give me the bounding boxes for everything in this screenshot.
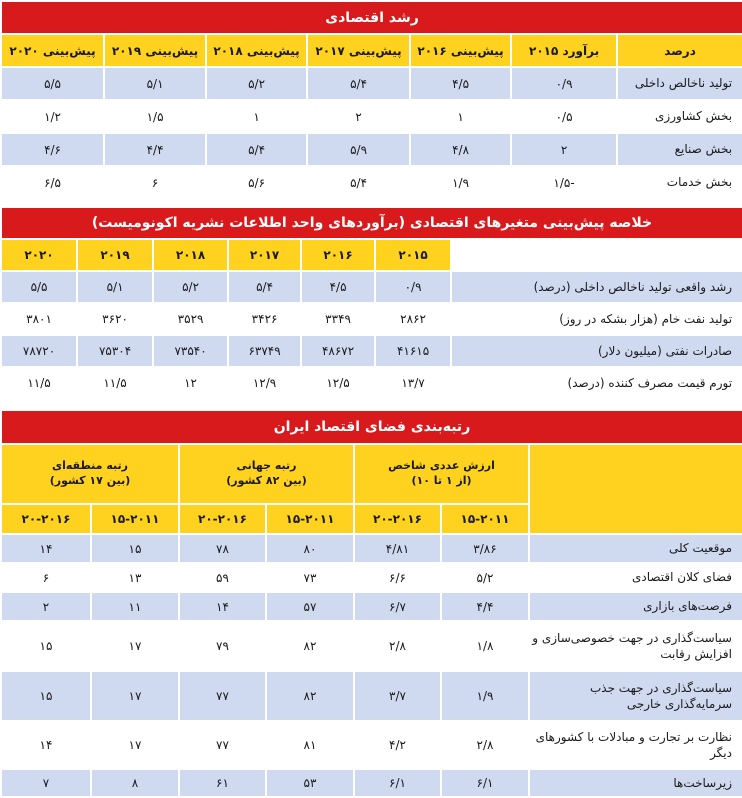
cell: ۷۸۷۲۰ xyxy=(1,335,77,367)
table-row xyxy=(1,303,742,335)
cell: ۲ xyxy=(511,133,617,166)
cell: ۰/۹ xyxy=(511,67,617,100)
cell: ۶/۱ xyxy=(441,769,529,797)
cell: ۱۷ xyxy=(91,621,179,671)
column-header: ۲۰۲۰ xyxy=(1,239,77,271)
row-label: تولید ناخالص داخلی xyxy=(617,67,742,100)
table-row xyxy=(1,335,742,367)
group-header-global-rank xyxy=(179,444,354,504)
cell: -۱/۵ xyxy=(511,166,617,199)
cell: ۶ xyxy=(104,166,206,199)
cell: ۷ xyxy=(1,769,91,797)
cell: ۱۴ xyxy=(1,534,91,563)
column-header: پیش‌بینی ۲۰۱۷ xyxy=(307,34,410,67)
cell: ۱۳ xyxy=(91,563,179,592)
cell: ۳/۸۶ xyxy=(441,534,529,563)
table-title: رشد اقتصادی xyxy=(1,1,742,34)
table-row xyxy=(1,671,742,721)
cell: ۵/۹ xyxy=(307,133,410,166)
cell: ۱۱/۵ xyxy=(77,367,153,399)
cell: ۱۷ xyxy=(91,721,179,769)
cell: ۱۳/۷ xyxy=(375,367,451,399)
cell: ۴/۵ xyxy=(301,271,375,303)
economic-growth-table xyxy=(0,0,742,200)
cell: ۵/۴ xyxy=(206,133,307,166)
period-header: ۱۵-۲۰۱۱ xyxy=(266,504,354,534)
group-header-line: (بین ۸۲ کشور) xyxy=(226,474,307,487)
period-header: ۲۰-۲۰۱۶ xyxy=(1,504,91,534)
group-header-line: ارزش عددی شاخص xyxy=(388,459,495,473)
cell: ۵/۴ xyxy=(307,166,410,199)
cell: ۵/۱ xyxy=(77,271,153,303)
table-row xyxy=(1,67,742,100)
row-label: تورم قیمت مصرف کننده (درصد) xyxy=(451,367,742,399)
cell: ۰/۹ xyxy=(375,271,451,303)
cell: ۴/۶ xyxy=(1,133,104,166)
cell: ۶/۶ xyxy=(354,563,441,592)
cell: ۱۱ xyxy=(91,592,179,621)
period-header: ۱۵-۲۰۱۱ xyxy=(91,504,179,534)
row-label: موقعیت کلی xyxy=(529,534,742,563)
cell: ۱۲/۹ xyxy=(228,367,301,399)
table-row xyxy=(1,367,742,399)
cell: ۷۳۵۴۰ xyxy=(153,335,228,367)
row-label: صادرات نفتی (میلیون دلار) xyxy=(451,335,742,367)
cell: ۲/۸ xyxy=(354,621,441,671)
cell: ۱/۹ xyxy=(410,166,511,199)
spacer xyxy=(0,400,742,409)
cell: ۵/۶ xyxy=(206,166,307,199)
cell: ۸۰ xyxy=(266,534,354,563)
economic-forecast-table xyxy=(0,206,742,400)
cell: ۷۷ xyxy=(179,721,266,769)
cell: ۷۷ xyxy=(179,671,266,721)
cell: ۴۱۶۱۵ xyxy=(375,335,451,367)
cell: ۷۵۳۰۴ xyxy=(77,335,153,367)
column-header: ۲۰۱۹ xyxy=(77,239,153,271)
table-row xyxy=(1,534,742,563)
cell: ۲/۸ xyxy=(441,721,529,769)
cell: ۱۲/۵ xyxy=(301,367,375,399)
cell: ۶۱ xyxy=(179,769,266,797)
cell: ۵۷ xyxy=(266,592,354,621)
row-label: زیرساخت‌ها xyxy=(529,769,742,797)
cell: ۷۹ xyxy=(179,621,266,671)
cell: ۵/۵ xyxy=(1,271,77,303)
cell: ۲ xyxy=(1,592,91,621)
cell: ۷۸ xyxy=(179,534,266,563)
row-label: تولید نفت خام (هزار بشکه در روز) xyxy=(451,303,742,335)
iran-economy-ranking-table xyxy=(0,409,742,798)
cell: ۳۳۴۹ xyxy=(301,303,375,335)
group-header-line: (بین ۱۷ کشور) xyxy=(49,474,131,487)
cell: ۱۱/۵ xyxy=(1,367,77,399)
column-header: پیش‌بینی ۲۰۲۰ xyxy=(1,34,104,67)
cell: ۶/۱ xyxy=(354,769,441,797)
row-label: نظارت بر تجارت و مبادلات با کشورهای دیگر xyxy=(529,721,742,769)
column-header: ۲۰۱۵ xyxy=(375,239,451,271)
cell: ۸۲ xyxy=(266,671,354,721)
group-header-line: (از ۱ تا ۱۰) xyxy=(411,474,472,487)
column-header: ۲۰۱۶ xyxy=(301,239,375,271)
cell: ۵/۲ xyxy=(441,563,529,592)
cell: ۵/۴ xyxy=(307,67,410,100)
cell: ۳۴۲۶ xyxy=(228,303,301,335)
cell: ۱۵ xyxy=(1,671,91,721)
column-header: برآورد ۲۰۱۵ xyxy=(511,34,617,67)
cell: ۱/۸ xyxy=(441,621,529,671)
row-label: بخش خدمات xyxy=(617,166,742,199)
cell: ۱۲ xyxy=(153,367,228,399)
cell: ۵/۲ xyxy=(206,67,307,100)
row-label: فرصت‌های بازاری xyxy=(529,592,742,621)
row-label: بخش کشاورزی xyxy=(617,100,742,133)
cell: ۶ xyxy=(1,563,91,592)
cell: ۴/۲ xyxy=(354,721,441,769)
cell: ۷۳ xyxy=(266,563,354,592)
cell: ۱ xyxy=(410,100,511,133)
cell: ۱۴ xyxy=(179,592,266,621)
cell: ۱۵ xyxy=(91,534,179,563)
column-header: پیش‌بینی ۲۰۱۹ xyxy=(104,34,206,67)
row-label: بخش صنایع xyxy=(617,133,742,166)
table-row xyxy=(1,133,742,166)
cell: ۴/۴ xyxy=(441,592,529,621)
cell: ۸ xyxy=(91,769,179,797)
column-header: ۲۰۱۷ xyxy=(228,239,301,271)
table-row xyxy=(1,271,742,303)
cell: ۵/۴ xyxy=(228,271,301,303)
row-label: رشد واقعی تولید ناخالص داخلی (درصد) xyxy=(451,271,742,303)
period-header: ۲۰-۲۰۱۶ xyxy=(179,504,266,534)
period-header: ۲۰-۲۰۱۶ xyxy=(354,504,441,534)
cell: ۳/۷ xyxy=(354,671,441,721)
period-header: ۱۵-۲۰۱۱ xyxy=(441,504,529,534)
cell: ۱/۹ xyxy=(441,671,529,721)
table-title: رتبه‌بندی فضای اقتصاد ایران xyxy=(1,410,742,444)
corner-cell xyxy=(529,444,742,534)
row-label: فضای کلان اقتصادی xyxy=(529,563,742,592)
table-row xyxy=(1,100,742,133)
cell: ۸۱ xyxy=(266,721,354,769)
cell: ۰/۵ xyxy=(511,100,617,133)
column-header: پیش‌بینی ۲۰۱۶ xyxy=(410,34,511,67)
cell: ۱/۲ xyxy=(1,100,104,133)
group-header-line: رتبه منطقه‌ای xyxy=(52,459,128,473)
cell: ۱۷ xyxy=(91,671,179,721)
cell: ۲ xyxy=(307,100,410,133)
cell: ۴۸۶۷۲ xyxy=(301,335,375,367)
column-header: پیش‌بینی ۲۰۱۸ xyxy=(206,34,307,67)
column-header: ۲۰۱۸ xyxy=(153,239,228,271)
cell: ۴/۴ xyxy=(104,133,206,166)
cell: ۴/۵ xyxy=(410,67,511,100)
table-row xyxy=(1,721,742,769)
cell: ۳۵۲۹ xyxy=(153,303,228,335)
table-row xyxy=(1,592,742,621)
group-header-index-value xyxy=(354,444,529,504)
cell: ۸۲ xyxy=(266,621,354,671)
table-row xyxy=(1,166,742,199)
cell: ۶۳۷۴۹ xyxy=(228,335,301,367)
column-header: درصد xyxy=(617,34,742,67)
row-label: سیاست‌گذاری در جهت جذب سرمایه‌گذاری خارجی xyxy=(529,671,742,721)
cell: ۵۹ xyxy=(179,563,266,592)
cell: ۴/۸۱ xyxy=(354,534,441,563)
cell: ۱۵ xyxy=(1,621,91,671)
table-row xyxy=(1,769,742,797)
cell: ۵/۵ xyxy=(1,67,104,100)
cell: ۱/۵ xyxy=(104,100,206,133)
group-header-line: رتبه جهانی xyxy=(236,459,297,473)
cell: ۵/۲ xyxy=(153,271,228,303)
cell: ۳۶۲۰ xyxy=(77,303,153,335)
cell: ۳۸۰۱ xyxy=(1,303,77,335)
row-label: سیاست‌گذاری در جهت خصوصی‌سازی و افزایش رقابت xyxy=(529,621,742,671)
cell: ۱ xyxy=(206,100,307,133)
cell: ۵۳ xyxy=(266,769,354,797)
cell: ۶/۷ xyxy=(354,592,441,621)
cell: ۲۸۶۲ xyxy=(375,303,451,335)
cell: ۵/۱ xyxy=(104,67,206,100)
group-header-regional-rank xyxy=(1,444,179,504)
cell: ۶/۵ xyxy=(1,166,104,199)
table-title: خلاصه پیش‌بینی متغیرهای اقتصادی (برآوردهای واحد اطلاعات نشریه اکونومیست) xyxy=(1,207,742,239)
corner-cell xyxy=(451,239,742,271)
table-row xyxy=(1,621,742,671)
cell: ۱۴ xyxy=(1,721,91,769)
table-row xyxy=(1,563,742,592)
cell: ۴/۸ xyxy=(410,133,511,166)
